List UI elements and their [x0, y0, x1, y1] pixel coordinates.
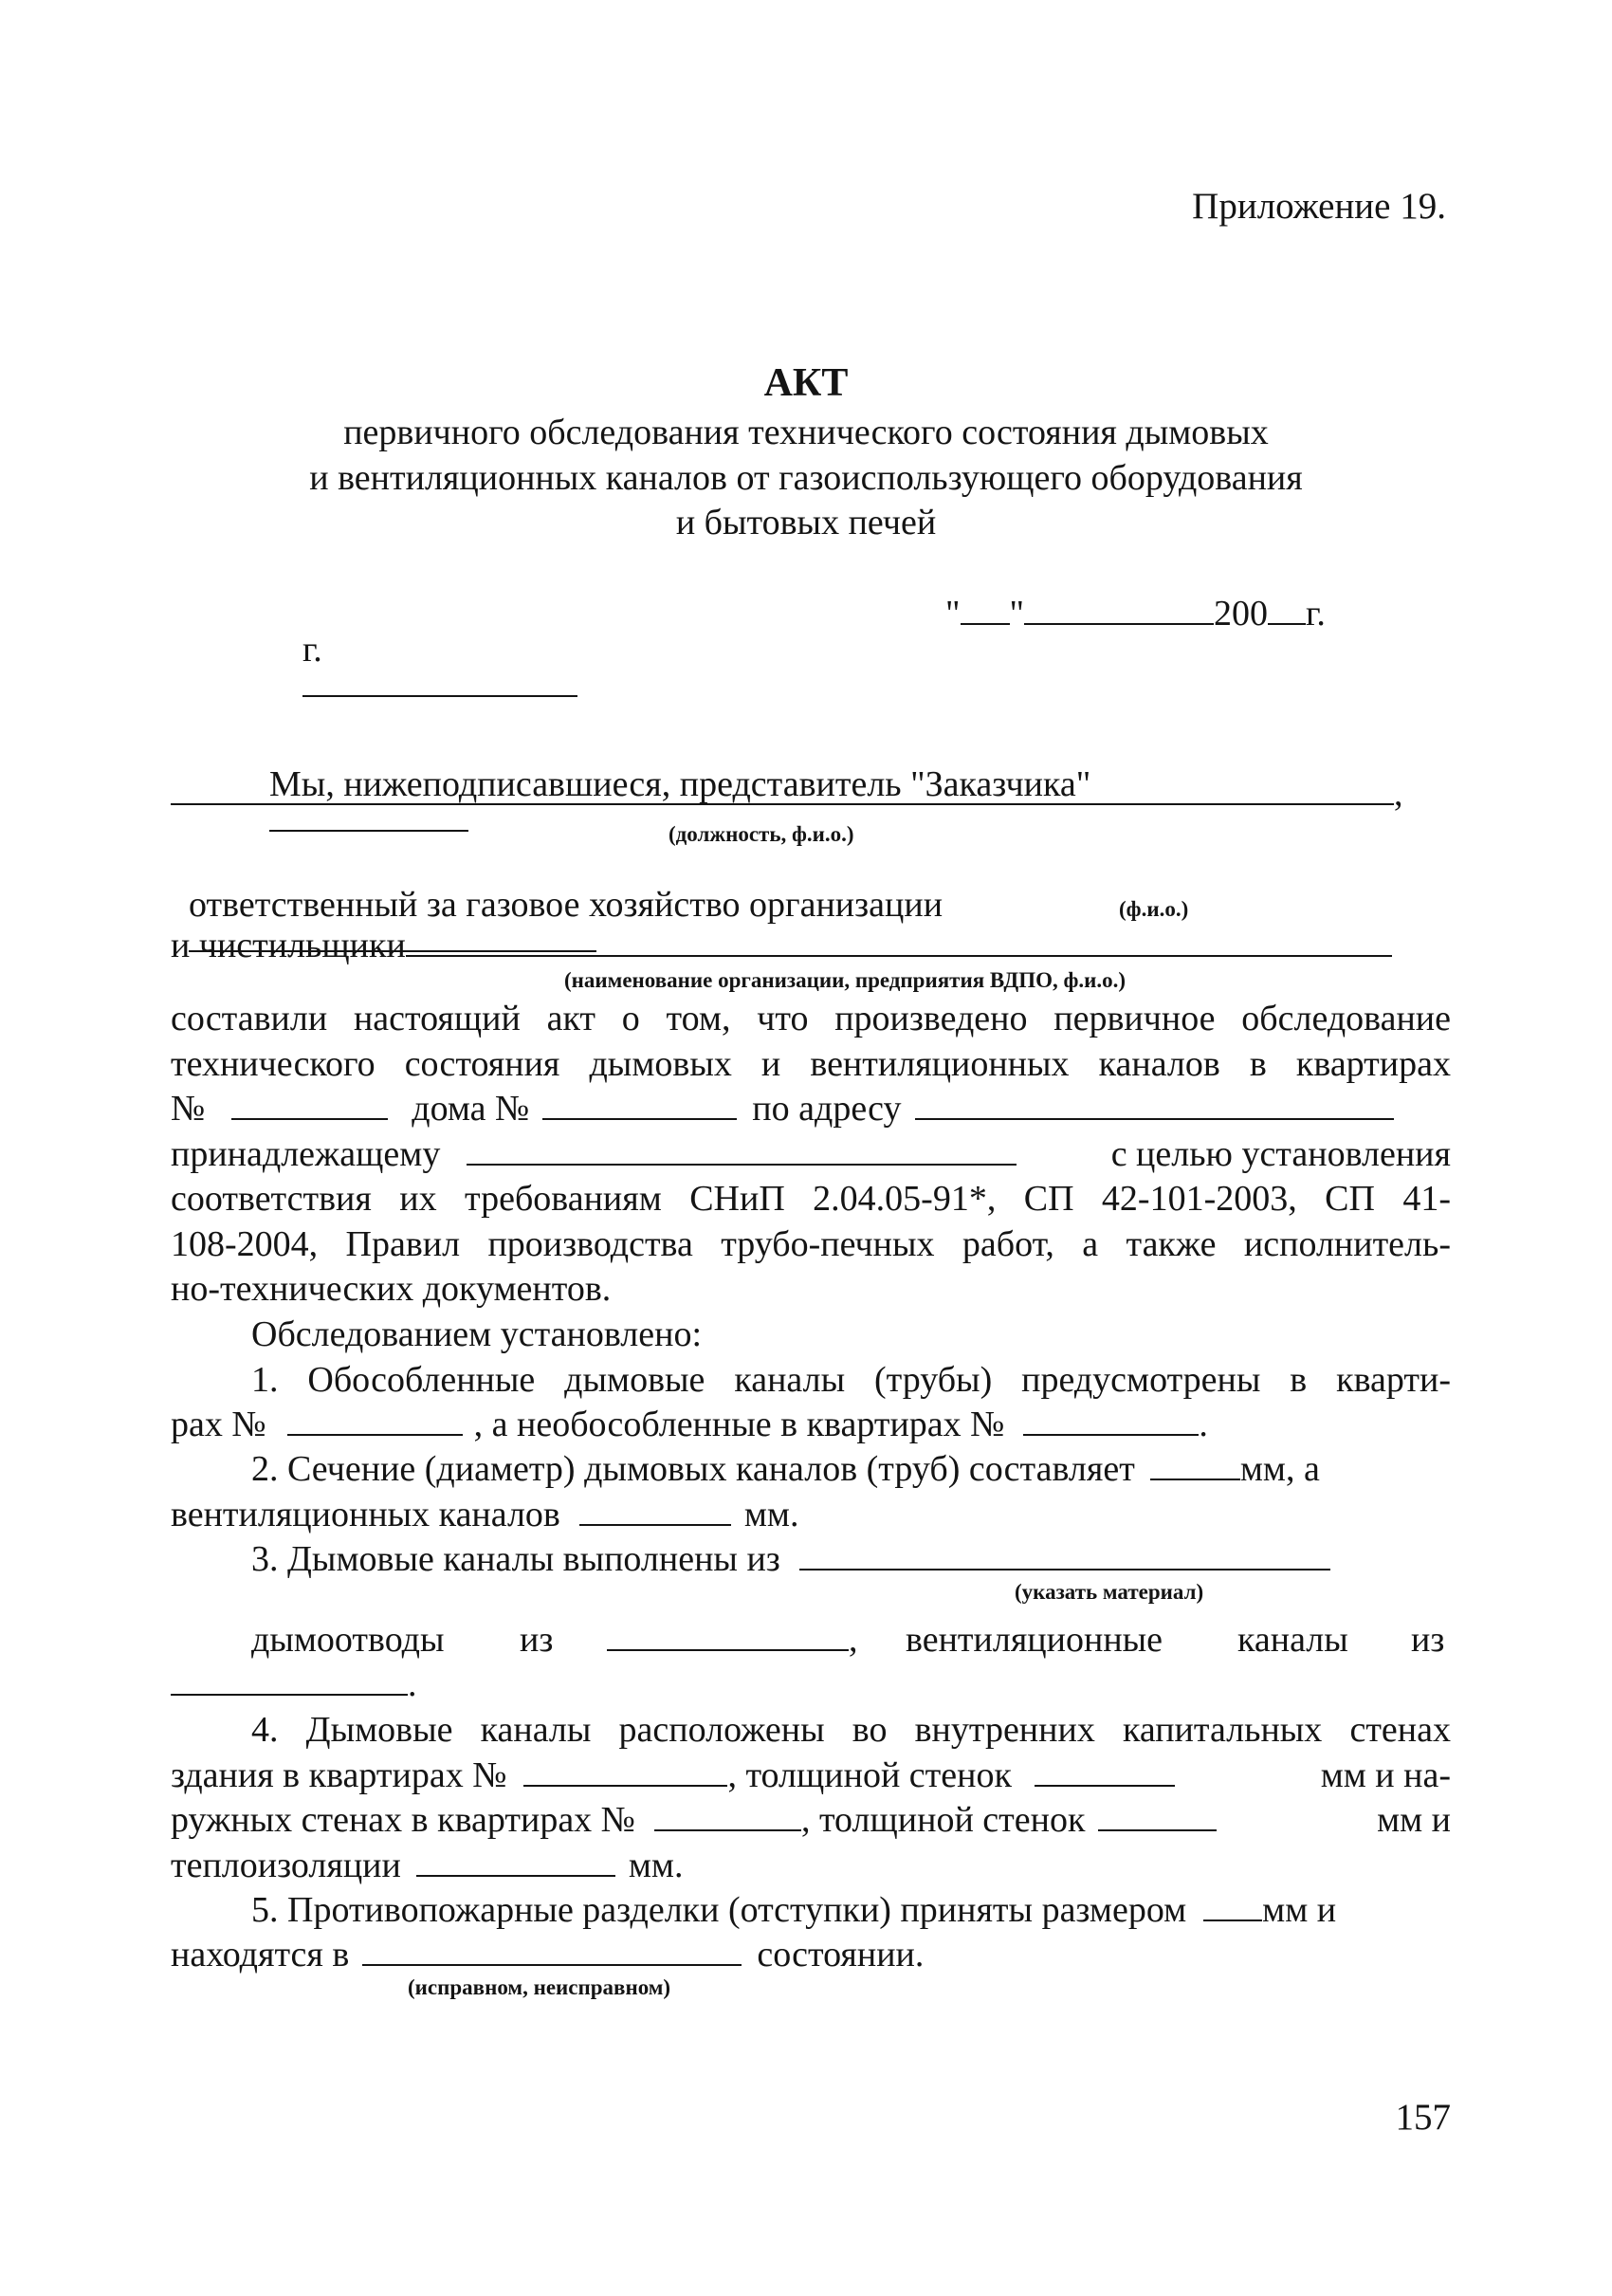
flue-comma: ,: [849, 1620, 858, 1660]
flue-word: дымоотводы: [251, 1620, 445, 1660]
item1-period: .: [1199, 1405, 1208, 1444]
purpose-text: с целью установления: [1110, 1134, 1451, 1174]
customer-rep-blank-2[interactable]: [171, 801, 1394, 805]
flue-material-blank[interactable]: [607, 1647, 849, 1651]
firebreak-size-blank[interactable]: [1203, 1918, 1262, 1921]
cleaners-line: [171, 928, 1392, 964]
item4-line-3: [171, 1802, 1217, 1838]
nonseparate-apartments-blank[interactable]: [1023, 1432, 1199, 1436]
item4-mm-2: мм и: [1377, 1800, 1451, 1840]
item4-line-2: [171, 1757, 1175, 1793]
caption-position: (должность, ф.и.о.): [669, 822, 854, 846]
document-title: АКТ: [763, 361, 849, 405]
item5-state-label: состоянии.: [757, 1935, 925, 1975]
city-blank[interactable]: [302, 693, 577, 697]
caption-org: (наименование организации, предприятия ВДПО, ф.и.о.): [564, 968, 1127, 992]
year-blank[interactable]: [1268, 621, 1306, 625]
p1-line-1: составили настоящий акт о том, что произведено первичное обследование: [171, 999, 1451, 1038]
year-prefix: 200: [1214, 594, 1269, 634]
apartments-blank[interactable]: [231, 1116, 388, 1120]
outer-apartments-blank[interactable]: [654, 1828, 801, 1831]
item4-outer-thickness-label: , толщиной стенок: [800, 1800, 1086, 1840]
apartments-no-label: №: [171, 1089, 206, 1129]
flue-material-field: [607, 1622, 858, 1658]
item2-mm: мм, а: [1239, 1449, 1320, 1489]
caption-state: (исправном, неисправном): [408, 1975, 671, 1999]
item4-mm-1: мм и на-: [1320, 1755, 1451, 1795]
item1-line-2: [171, 1406, 1208, 1442]
item5-line-1: [251, 1892, 1336, 1928]
item5-located-label: находятся в: [171, 1935, 350, 1975]
separate-apartments-blank[interactable]: [287, 1432, 463, 1436]
month-blank[interactable]: [1024, 621, 1214, 625]
quote-open: ": [945, 594, 961, 634]
date-field: [945, 596, 1326, 632]
gas-responsible-text: ответственный за газовое хозяйство организации: [189, 885, 943, 925]
established-heading: Обследованием установлено:: [251, 1314, 702, 1354]
vent-diameter-blank[interactable]: [579, 1522, 731, 1526]
item2-vent-label: вентиляционных каналов: [171, 1495, 560, 1534]
insulation-blank[interactable]: [416, 1873, 615, 1877]
item2-line-1: [251, 1451, 1320, 1487]
item5-line-2: [171, 1937, 924, 1973]
outer-thickness-blank[interactable]: [1098, 1828, 1217, 1831]
intro-text: Мы, нижеподписавшиеся, представитель "Заказчика": [269, 764, 1091, 804]
appendix-label: Приложение 19.: [1192, 186, 1446, 227]
city-field: [284, 596, 577, 704]
year-suffix: г.: [1306, 594, 1326, 634]
item4-line-4: [171, 1847, 683, 1883]
item3-text: 3. Дымовые каналы выполнены из: [251, 1539, 780, 1579]
item2-text: 2. Сечение (диаметр) дымовых каналов (труб) составляет: [251, 1449, 1135, 1489]
title-line-2: и вентиляционных каналов от газоиспользующего оборудования: [309, 458, 1303, 498]
inner-apartments-blank[interactable]: [523, 1783, 727, 1787]
house-label: дома №: [412, 1089, 530, 1129]
title-line-1: первичного обследования технического состояния дымовых: [343, 413, 1269, 452]
day-blank[interactable]: [961, 621, 1010, 625]
vent-material-blank[interactable]: [171, 1692, 408, 1696]
item1-apartments-label: рах №: [171, 1405, 266, 1444]
item4-inner-apartments-label: здания в квартирах №: [171, 1755, 507, 1795]
item5-mm: мм и: [1262, 1890, 1337, 1930]
caption-fio: (ф.и.о.): [1119, 897, 1189, 921]
channels-word: каналы: [1237, 1620, 1348, 1660]
p1-line-3: [171, 1091, 1394, 1127]
vent-word: вентиляционные: [906, 1620, 1163, 1660]
p1-line-6: 108-2004, Правил производства трубо-печных работ, а также исполнитель-: [171, 1224, 1451, 1264]
house-blank[interactable]: [542, 1116, 737, 1120]
customer-rep-blank[interactable]: [269, 828, 468, 832]
caption-material: (указать материал): [1015, 1580, 1204, 1604]
address-blank[interactable]: [915, 1116, 1394, 1120]
comma: ,: [1394, 774, 1403, 814]
city-prefix: г.: [302, 630, 322, 670]
item4-mm-3: мм.: [628, 1846, 684, 1885]
item4-inner-thickness-label: , толщиной стенок: [727, 1755, 1012, 1795]
item4-insulation-label: теплоизоляции: [171, 1846, 401, 1885]
p1-line-7: но-технических документов.: [171, 1269, 612, 1309]
item2-vent-mm: мм.: [743, 1495, 799, 1534]
item3-line-1: [251, 1541, 1330, 1577]
inner-thickness-blank[interactable]: [1035, 1783, 1175, 1787]
from-word-2: из: [1411, 1620, 1445, 1660]
owner-blank[interactable]: [467, 1162, 1017, 1166]
material-blank[interactable]: [799, 1567, 1330, 1570]
title-line-3: и бытовых печей: [675, 503, 937, 542]
customer-rep-line: [171, 776, 1403, 812]
from-word-1: из: [520, 1620, 554, 1660]
item3-line-3: [171, 1666, 417, 1702]
owner-label: принадлежащему: [171, 1134, 441, 1174]
item4-outer-apartments-label: ружных стенах в квартирах №: [171, 1800, 635, 1840]
p1-line-5: соответствия их требованиям СНиП 2.04.05-91*, СП 42-101-2003, СП 41-: [171, 1179, 1451, 1219]
quote-close: ": [1009, 594, 1025, 634]
p1-line-2: технического состояния дымовых и вентиляционных каналов в квартирах: [171, 1044, 1451, 1084]
page-number: 157: [1395, 2097, 1451, 2138]
smoke-diameter-blank[interactable]: [1150, 1477, 1240, 1480]
item5-text: 5. Противопожарные разделки (отступки) приняты размером: [251, 1890, 1187, 1930]
condition-blank[interactable]: [362, 1962, 742, 1966]
cleaners-blank[interactable]: [406, 953, 1392, 957]
item2-line-2: [171, 1497, 798, 1533]
address-label: по адресу: [752, 1089, 902, 1129]
item1-line-1: 1. Обособленные дымовые каналы (трубы) предусмотрены в кварти-: [251, 1360, 1451, 1400]
item3-period: .: [408, 1664, 417, 1704]
item4-line-1: 4. Дымовые каналы расположены во внутренних капитальных стенах: [251, 1710, 1451, 1750]
cleaners-text: и чистильщики: [171, 926, 406, 965]
p1-line-4: [171, 1136, 1017, 1172]
item1-nonseparate-label: , а необособленные в квартирах №: [473, 1405, 1005, 1444]
